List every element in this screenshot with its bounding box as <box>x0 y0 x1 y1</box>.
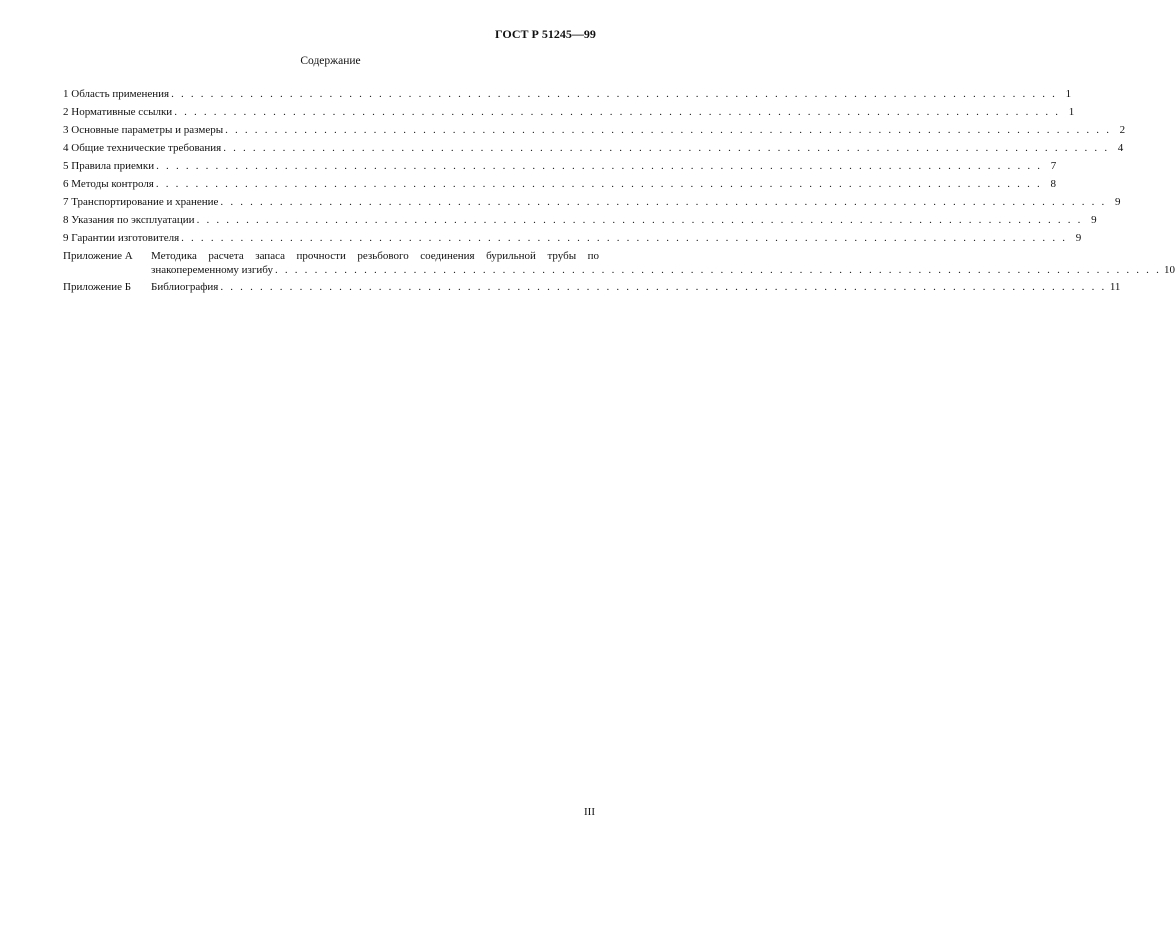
toc-entry-label: 6 Методы контроля <box>63 178 154 190</box>
toc-entry-label: 5 Правила приемки <box>63 160 155 172</box>
toc-entry-page: 7 <box>1050 160 1057 172</box>
toc-entry-5[interactable] <box>63 159 1057 177</box>
dot-leader: . . . . . . . . . . . . . . . . . . . . . . . . . . . . . . . . . . . . . . . . . . . . . . . . . . . . . . . . . . . . . . . . . . . . . . . . . . . . . . . . . . . . . . . . . . <box>155 178 1042 190</box>
dot-leader: . . . . . . . . . . . . . . . . . . . . . . . . . . . . . . . . . . . . . . . . . . . . . . . . . . . . . . . . . . . . . . . . . . . . . . . . . . . . . . . . . . . . . . . . . . <box>274 264 1162 276</box>
toc-entry-3[interactable] <box>63 123 1126 141</box>
toc-entry-page: 9 <box>1075 232 1082 244</box>
appendix-title-line1: Методика расчета запаса прочности резьбового соединения бурильной трубы по <box>151 250 599 262</box>
appendix-title-line2: знакопеременному изгибу <box>151 264 273 276</box>
dot-leader: . . . . . . . . . . . . . . . . . . . . . . . . . . . . . . . . . . . . . . . . . . . . . . . . . . . . . . . . . . . . . . . . . . . . . . . . . . . . . . . . . . . . . . . . . . <box>174 106 1061 118</box>
page-number: III <box>584 806 595 818</box>
dot-leader: . . . . . . . . . . . . . . . . . . . . . . . . . . . . . . . . . . . . . . . . . . . . . . . . . . . . . . . . . . . . . . . . . . . . . . . . . . . . . . . . . . . . . . . . . . <box>223 142 1110 154</box>
appendix-prefix: Приложение А <box>63 250 133 262</box>
toc-entry-page: 10 <box>1164 264 1175 276</box>
toc-entry-label: 8 Указания по эксплуатации <box>63 214 195 226</box>
toc-entry-label: 1 Область применения <box>63 88 170 100</box>
table-of-contents <box>63 87 1175 298</box>
document-code-header: ГОСТ Р 51245—99 <box>495 27 596 41</box>
contents-title: Содержание <box>300 55 361 67</box>
dot-leader: . . . . . . . . . . . . . . . . . . . . . . . . . . . . . . . . . . . . . . . . . . . . . . . . . . . . . . . . . . . . . . . . . . . . . . . . . . . . . . . . . . . . . . . . . . <box>196 214 1083 226</box>
toc-entry-label: 9 Гарантии изготовителя <box>63 232 180 244</box>
toc-entry-page: 9 <box>1114 196 1121 208</box>
dot-leader: . . . . . . . . . . . . . . . . . . . . . . . . . . . . . . . . . . . . . . . . . . . . . . . . . . . . . . . . . . . . . . . . . . . . . . . . . . . . . . . . . . . . . . . . . . <box>171 88 1058 100</box>
toc-appendix-a[interactable] <box>63 249 1175 280</box>
toc-entry-label: 3 Основные параметры и размеры <box>63 124 224 136</box>
toc-entry-9[interactable] <box>63 231 1082 249</box>
toc-entry-6[interactable] <box>63 177 1056 195</box>
dot-leader: . . . . . . . . . . . . . . . . . . . . . . . . . . . . . . . . . . . . . . . . . . . . . . . . . . . . . . . . . . . . . . . . . . . . . . . . . . . . . . . . . . . . . . . . . . <box>220 281 1107 293</box>
dot-leader: . . . . . . . . . . . . . . . . . . . . . . . . . . . . . . . . . . . . . . . . . . . . . . . . . . . . . . . . . . . . . . . . . . . . . . . . . . . . . . . . . . . . . . . . . . <box>156 160 1043 172</box>
toc-entry-2[interactable] <box>63 105 1075 123</box>
dot-leader: . . . . . . . . . . . . . . . . . . . . . . . . . . . . . . . . . . . . . . . . . . . . . . . . . . . . . . . . . . . . . . . . . . . . . . . . . . . . . . . . . . . . . . . . . . <box>225 124 1112 136</box>
toc-entry-7[interactable] <box>63 195 1121 213</box>
toc-entry-label: 7 Транспортирование и хранение <box>63 196 219 208</box>
toc-entry-page: 1 <box>1068 106 1075 118</box>
toc-entry-4[interactable] <box>63 141 1124 159</box>
appendix-prefix: Приложение Б <box>63 281 132 293</box>
toc-entry-label: 4 Общие технические требования <box>63 142 222 154</box>
appendix-title: Библиография <box>151 281 219 293</box>
toc-appendix-b[interactable] <box>63 280 1121 298</box>
dot-leader: . . . . . . . . . . . . . . . . . . . . . . . . . . . . . . . . . . . . . . . . . . . . . . . . . . . . . . . . . . . . . . . . . . . . . . . . . . . . . . . . . . . . . . . . . . <box>220 196 1107 208</box>
dot-leader: . . . . . . . . . . . . . . . . . . . . . . . . . . . . . . . . . . . . . . . . . . . . . . . . . . . . . . . . . . . . . . . . . . . . . . . . . . . . . . . . . . . . . . . . . . <box>181 232 1068 244</box>
toc-entry-1[interactable] <box>63 87 1072 105</box>
toc-entry-label: 2 Нормативные ссылки <box>63 106 173 118</box>
toc-entry-page: 2 <box>1119 124 1126 136</box>
toc-entry-page: 1 <box>1065 88 1072 100</box>
toc-entry-page: 8 <box>1050 178 1056 190</box>
toc-entry-page: 11 <box>1109 281 1121 293</box>
toc-entry-page: 9 <box>1091 214 1097 226</box>
toc-entry-page: 4 <box>1117 142 1124 154</box>
toc-entry-8[interactable] <box>63 213 1097 231</box>
